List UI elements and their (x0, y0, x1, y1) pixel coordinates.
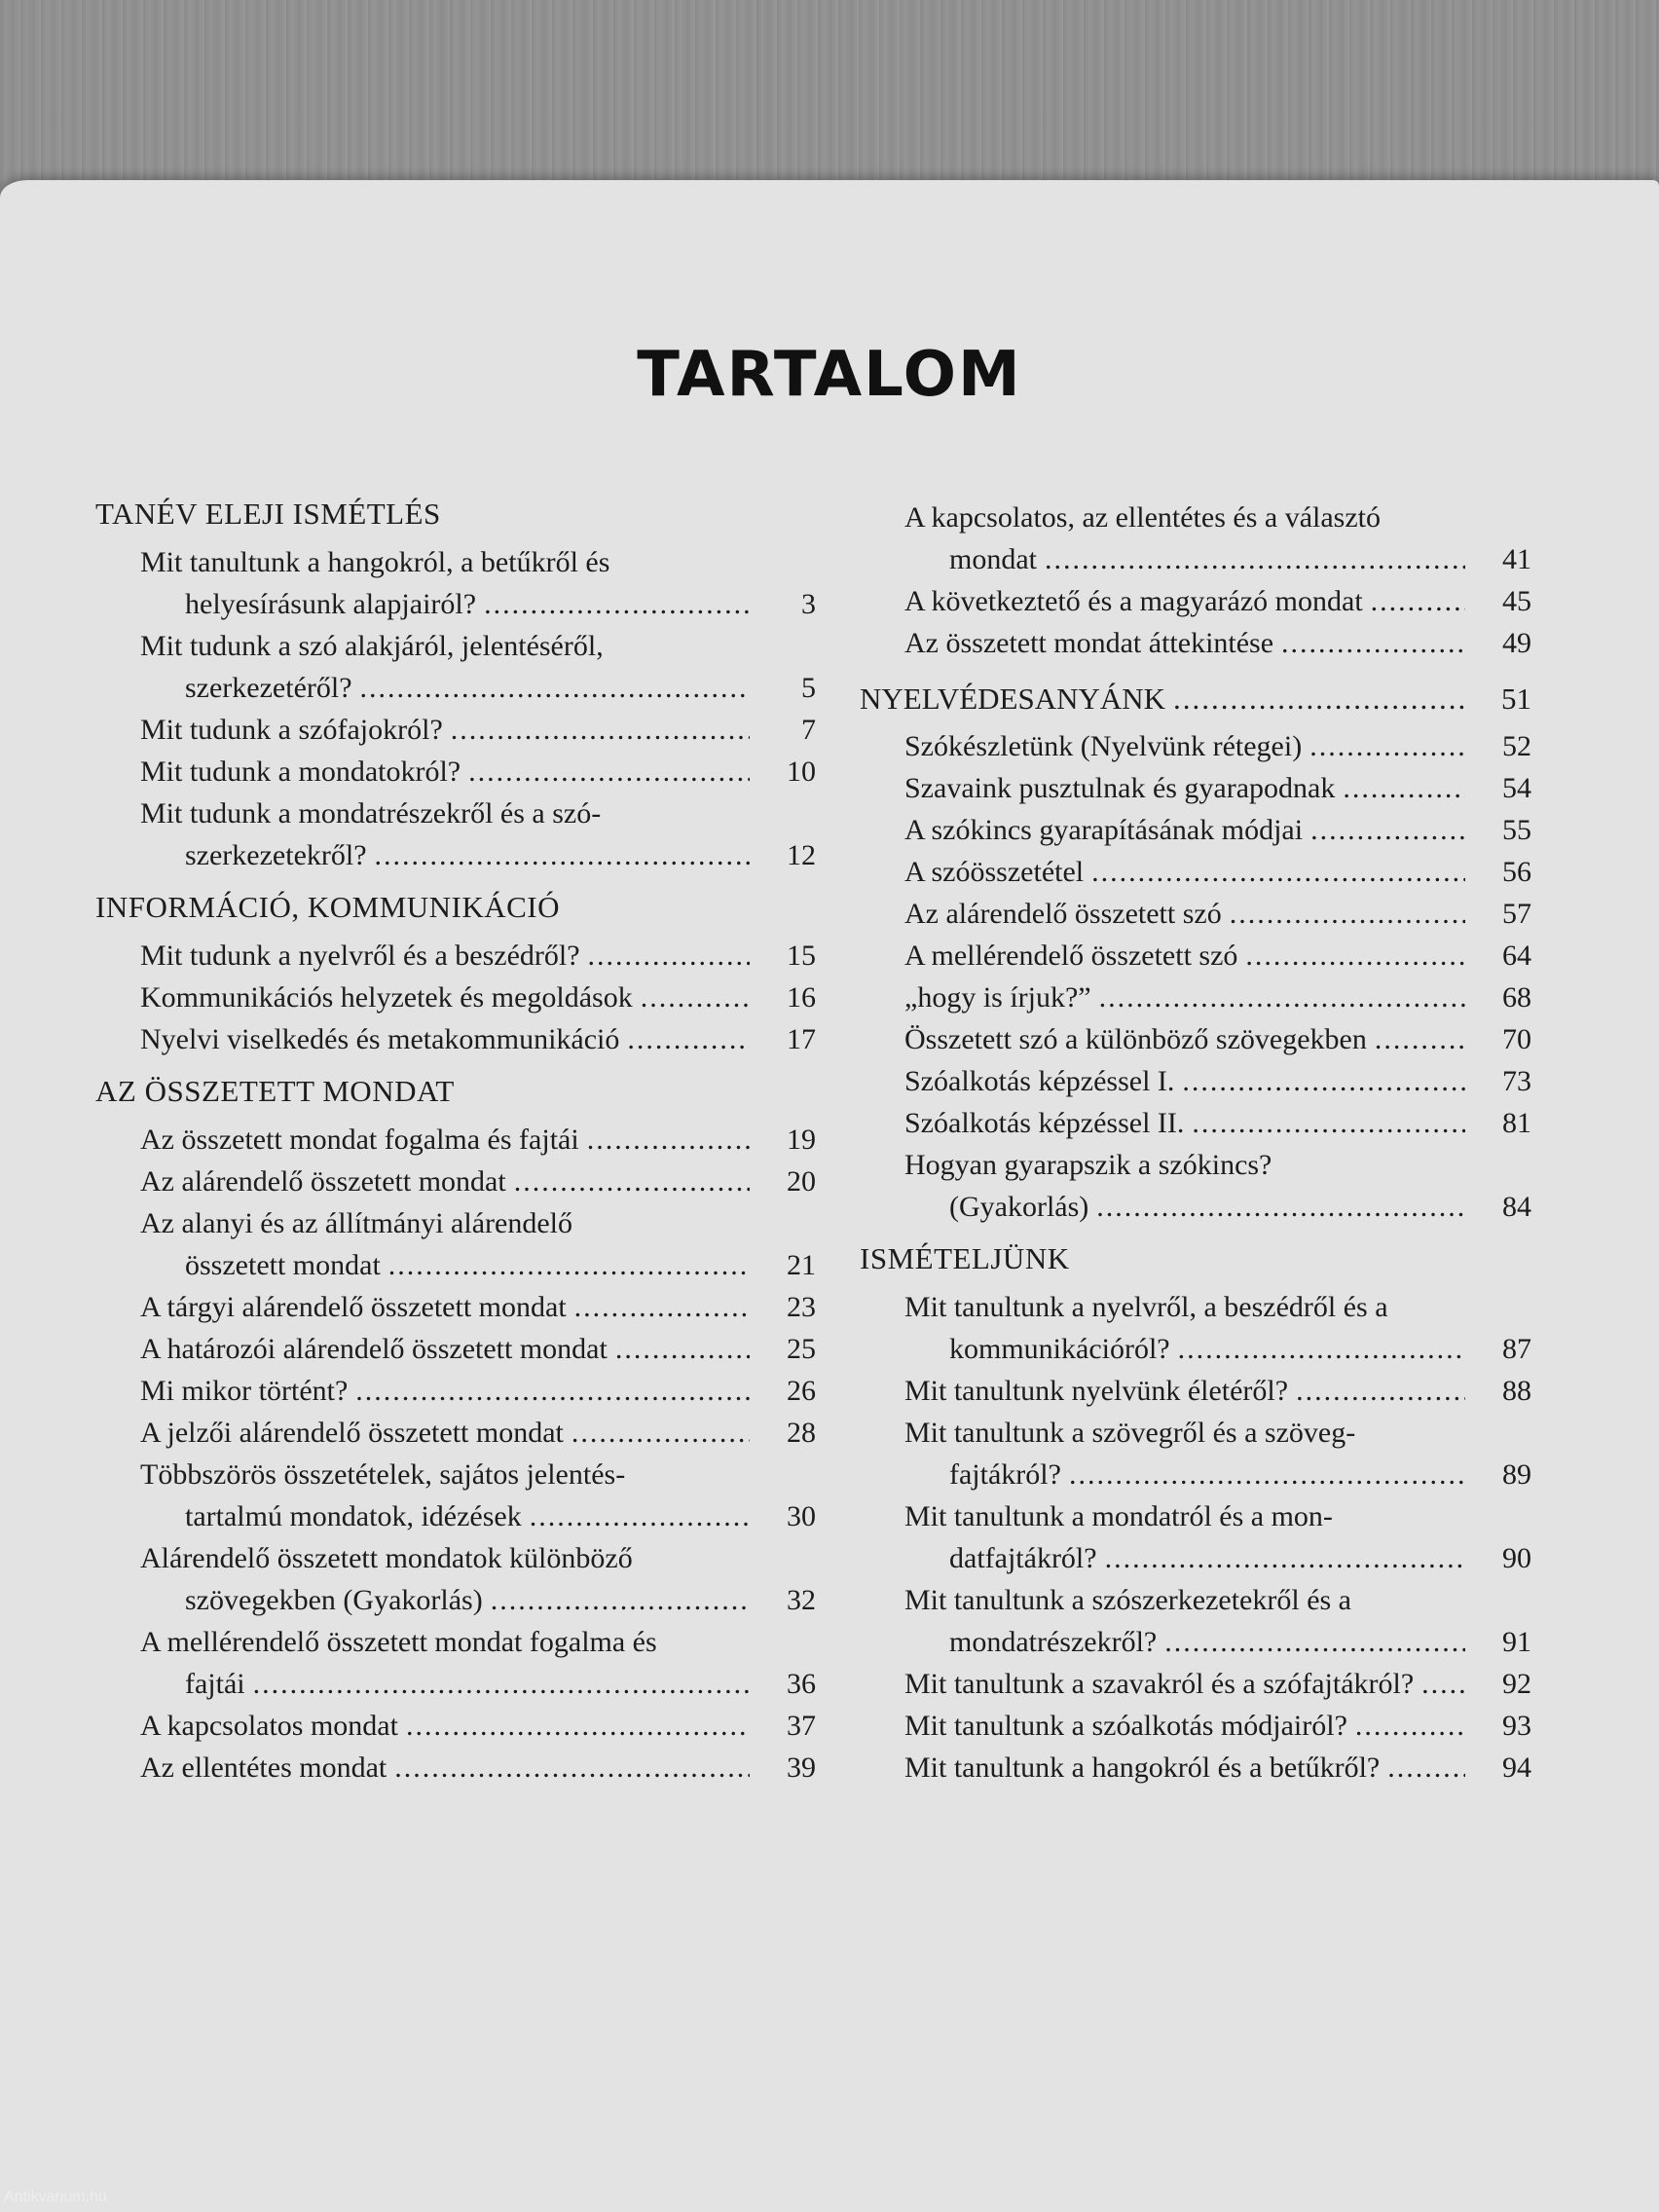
entry-title-line: Mit tanultunk a szavakról és a szófajtákról? (904, 1668, 1415, 1700)
dot-leader (571, 1412, 750, 1454)
entry-title-line: Nyelvi viselkedés és metakommunikáció (140, 1023, 620, 1055)
toc-entry[interactable] (140, 1747, 816, 1788)
page-number: 94 (1502, 1751, 1531, 1784)
dot-leader (587, 1119, 750, 1161)
page-number: 19 (787, 1124, 816, 1156)
dot-leader (355, 1370, 750, 1412)
dot-leader (1375, 1018, 1465, 1060)
toc-section (860, 678, 1531, 1228)
page-number: 90 (1502, 1542, 1531, 1574)
toc-entry[interactable] (140, 1705, 816, 1747)
entry-title-line: Mit tudunk a mondatrészekről és a szó- (140, 797, 602, 830)
page-number: 64 (1502, 940, 1531, 972)
entry-title-line: Mit tanultunk nyelvünk életéről? (904, 1375, 1289, 1407)
entry-title-line: Hogyan gyarapszik a szókincs? (904, 1149, 1272, 1181)
entry-title-line: fajtái (185, 1668, 245, 1700)
page-number: 51 (1501, 682, 1531, 716)
dot-leader (468, 751, 750, 793)
page-number: 10 (787, 756, 816, 788)
page-number: 52 (1502, 730, 1531, 762)
toc-entry[interactable] (140, 1161, 816, 1202)
toc-entry[interactable] (904, 580, 1531, 622)
toc-entry[interactable] (904, 497, 1531, 580)
entry-title-line: (Gyakorlás) (949, 1191, 1089, 1223)
toc-entry[interactable] (140, 625, 816, 709)
toc-entry[interactable] (140, 751, 816, 793)
toc-entry[interactable] (904, 1060, 1531, 1102)
dot-leader (1069, 1454, 1465, 1495)
dot-leader (451, 709, 750, 751)
entry-title-line: A tárgyi alárendelő összetett mondat (140, 1291, 567, 1323)
entry-title-line: Az összetett mondat fogalma és fajtái (140, 1124, 579, 1156)
toc-entry[interactable] (904, 1144, 1531, 1228)
entry-title-line: Többszörös összetételek, sajátos jelentés- (140, 1458, 626, 1491)
page-number: 28 (787, 1417, 816, 1449)
toc-entry[interactable] (140, 935, 816, 977)
toc-section (95, 497, 816, 876)
entry-title-line: Az ellentétes mondat (140, 1751, 387, 1784)
toc-entry[interactable] (140, 1286, 816, 1328)
entry-title-line: Mit tanultunk a hangokról, a betűkről és (140, 546, 610, 578)
page-number: 68 (1502, 981, 1531, 1014)
entry-title-line: helyesírásunk alapjairól? (185, 588, 477, 620)
toc-entry[interactable] (904, 893, 1531, 935)
dot-leader (641, 977, 750, 1018)
page-number: 93 (1502, 1710, 1531, 1742)
toc-right-column (860, 497, 1531, 1802)
entry-title-line: A szókincs gyarapításának módjai (904, 814, 1304, 846)
page-number: 54 (1502, 772, 1531, 804)
page-number: 20 (787, 1165, 816, 1198)
page-number: 73 (1502, 1065, 1531, 1097)
page-number: 55 (1502, 814, 1531, 846)
toc-entry[interactable] (140, 1328, 816, 1370)
toc-entry[interactable] (904, 725, 1531, 767)
toc-entry[interactable] (904, 767, 1531, 809)
entry-title-line: Mit tanultunk a nyelvről, a beszédről és a (904, 1291, 1388, 1323)
dot-leader (394, 1747, 750, 1788)
section-heading: ISMÉTELJÜNK (860, 1241, 1070, 1275)
dot-leader (1099, 977, 1465, 1018)
dot-leader (1192, 1102, 1465, 1144)
entry-title-line: Az alanyi és az állítmányi alárendelő (140, 1207, 572, 1239)
dot-leader (1105, 1537, 1465, 1579)
page-number: 91 (1502, 1626, 1531, 1658)
entry-title-line: Szókészletünk (Nyelvünk rétegei) (904, 730, 1303, 762)
entry-title-line: Mit tanultunk a mondatról és a mon- (904, 1500, 1333, 1532)
toc-section (95, 890, 816, 1060)
toc-entry[interactable] (140, 1202, 816, 1286)
dot-leader (1296, 1370, 1465, 1412)
page-number: 84 (1502, 1191, 1531, 1223)
page-number: 88 (1502, 1375, 1531, 1407)
toc-entry[interactable] (904, 622, 1531, 664)
toc-entry[interactable] (904, 1412, 1531, 1495)
toc-entry[interactable] (140, 977, 816, 1018)
toc-entry[interactable] (904, 1705, 1531, 1747)
page-number: 45 (1502, 585, 1531, 617)
toc-entry[interactable] (140, 1537, 816, 1621)
entry-title-line: kommunikációról? (949, 1333, 1170, 1365)
dot-leader (1182, 1060, 1465, 1102)
dot-leader (1421, 1663, 1465, 1705)
page-number: 70 (1502, 1023, 1531, 1055)
toc-entry[interactable] (904, 1286, 1531, 1370)
page-number: 92 (1502, 1668, 1531, 1700)
toc-entry[interactable] (904, 977, 1531, 1018)
toc-entry[interactable] (904, 1747, 1531, 1788)
page-number: 12 (787, 839, 816, 871)
entry-title-line: mondatrészekről? (949, 1626, 1158, 1658)
table-surface (0, 0, 1659, 195)
entry-title-line: Mi mikor történt? (140, 1375, 349, 1407)
dot-leader (388, 1244, 750, 1286)
toc-section (95, 1074, 816, 1788)
dot-leader (1355, 1705, 1465, 1747)
entry-title-line: fajtákról? (949, 1458, 1061, 1491)
dot-leader (1230, 893, 1465, 935)
dot-leader (484, 583, 750, 625)
dot-leader (1173, 678, 1465, 719)
dot-leader (615, 1328, 750, 1370)
dot-leader (1343, 767, 1465, 809)
toc-entry[interactable] (904, 1370, 1531, 1412)
page-number: 57 (1502, 898, 1531, 930)
toc-entry[interactable] (904, 1495, 1531, 1579)
page-number: 17 (787, 1023, 816, 1055)
dot-leader (1309, 725, 1465, 767)
toc-entry[interactable] (904, 1102, 1531, 1144)
toc-section (860, 1241, 1531, 1788)
page-number: 41 (1502, 543, 1531, 575)
dot-leader (588, 935, 750, 977)
toc-left-column (95, 497, 816, 1802)
page-number: 7 (801, 714, 816, 746)
page-number: 26 (787, 1375, 816, 1407)
entry-title-line: Mit tanultunk a szóalkotás módjairól? (904, 1710, 1347, 1742)
page-number: 25 (787, 1333, 816, 1365)
dot-leader (1245, 935, 1465, 977)
page-number: 36 (787, 1668, 816, 1700)
toc-entry[interactable] (140, 1621, 816, 1705)
page-title: TARTALOM (637, 339, 1022, 411)
entry-title-line: Kommunikációs helyzetek és megoldások (140, 981, 633, 1014)
page-number: 37 (787, 1710, 816, 1742)
page-number: 3 (801, 588, 816, 620)
page-number: 15 (787, 940, 816, 972)
toc-entry[interactable] (904, 1579, 1531, 1663)
entry-title-line: Szóalkotás képzéssel I. (904, 1065, 1175, 1097)
entry-title-line: Szóalkotás képzéssel II. (904, 1107, 1185, 1139)
page-number: 87 (1502, 1333, 1531, 1365)
dot-leader (406, 1705, 750, 1747)
dot-leader (360, 667, 750, 709)
dot-leader (514, 1161, 750, 1202)
entry-title-line: A szóösszetétel (904, 856, 1085, 888)
page-number: 30 (787, 1500, 816, 1532)
page-number: 32 (787, 1584, 816, 1616)
entry-title-line: A következtető és a magyarázó mondat (904, 585, 1363, 617)
entry-title-line: A jelzői alárendelő összetett mondat (140, 1417, 564, 1449)
dot-leader (375, 834, 750, 876)
entry-title-line: Szavaink pusztulnak és gyarapodnak (904, 772, 1336, 804)
page-number: 81 (1502, 1107, 1531, 1139)
dot-leader (1371, 580, 1465, 622)
toc-entry[interactable] (904, 935, 1531, 977)
page-number: 39 (787, 1751, 816, 1784)
section-heading: INFORMÁCIÓ, KOMMUNIKÁCIÓ (95, 890, 561, 924)
entry-title-line: „hogy is írjuk?” (904, 981, 1091, 1014)
entry-title-line: Mit tudunk a nyelvről és a beszédről? (140, 940, 580, 972)
toc-entry[interactable] (140, 793, 816, 876)
entry-title-line: A határozói alárendelő összetett mondat (140, 1333, 608, 1365)
page-number: 16 (787, 981, 816, 1014)
entry-title-line: A mellérendelő összetett mondat fogalma és (140, 1626, 657, 1658)
entry-title-line: összetett mondat (185, 1249, 381, 1281)
entry-title-line: datfajtákról? (949, 1542, 1097, 1574)
dot-leader (253, 1663, 750, 1705)
entry-title-line: Alárendelő összetett mondatok különböző (140, 1542, 633, 1574)
dot-leader (491, 1579, 750, 1621)
dot-leader (574, 1286, 750, 1328)
toc-entry[interactable] (904, 1663, 1531, 1705)
dot-leader (1178, 1328, 1465, 1370)
page-number: 49 (1502, 627, 1531, 659)
page-number: 89 (1502, 1458, 1531, 1491)
entry-title-line: Mit tanultunk a hangokról és a betűkről? (904, 1751, 1381, 1784)
dot-leader (1091, 851, 1465, 893)
page-number: 56 (1502, 856, 1531, 888)
toc-section (860, 497, 1531, 664)
toc-entry[interactable] (140, 1119, 816, 1161)
entry-title-line: Mit tanultunk a szövegről és a szöveg- (904, 1417, 1356, 1449)
entry-title-line: A kapcsolatos, az ellentétes és a választó (904, 501, 1381, 534)
section-heading[interactable] (860, 678, 1531, 719)
page-number: 23 (787, 1291, 816, 1323)
entry-title-line: tartalmú mondatok, idézések (185, 1500, 522, 1532)
dot-leader (1096, 1186, 1465, 1228)
section-heading: TANÉV ELEJI ISMÉTLÉS (95, 497, 441, 531)
dot-leader (530, 1495, 750, 1537)
entry-title-line: szerkezetéről? (185, 672, 352, 704)
page-number: 21 (787, 1249, 816, 1281)
dot-leader (1387, 1747, 1465, 1788)
entry-title-line: Mit tudunk a szófajokról? (140, 714, 443, 746)
entry-title-line: Összetett szó a különböző szövegekben (904, 1023, 1367, 1055)
entry-title-line: Az összetett mondat áttekintése (904, 627, 1274, 659)
page-number: 5 (801, 672, 816, 704)
entry-title-line: A kapcsolatos mondat (140, 1710, 398, 1742)
section-heading-text: NYELVÉDESANYÁNK (860, 682, 1166, 716)
toc-entry[interactable] (140, 1370, 816, 1412)
section-heading: AZ ÖSSZETETT MONDAT (95, 1074, 455, 1108)
toc-entry[interactable] (904, 1018, 1531, 1060)
entry-title-line: Mit tudunk a szó alakjáról, jelentéséről, (140, 630, 604, 662)
watermark: Antikvarium.hu (4, 2189, 107, 2205)
dot-leader (1281, 622, 1465, 664)
dot-leader (1164, 1621, 1465, 1663)
toc-entry[interactable] (140, 1454, 816, 1537)
entry-title-line: szövegekben (Gyakorlás) (185, 1584, 483, 1616)
entry-title-line: Az alárendelő összetett mondat (140, 1165, 506, 1198)
toc-entry[interactable] (140, 709, 816, 751)
entry-title-line: szerkezetekről? (185, 839, 367, 871)
dot-leader (1045, 538, 1465, 580)
toc-entry[interactable] (904, 809, 1531, 851)
entry-title-line: Mit tanultunk a szószerkezetekről és a (904, 1584, 1351, 1616)
toc-entry[interactable] (904, 851, 1531, 893)
toc-entry[interactable] (140, 1018, 816, 1060)
toc-entry[interactable] (140, 541, 816, 625)
entry-title-line: Az alárendelő összetett szó (904, 898, 1222, 930)
entry-title-line: Mit tudunk a mondatokról? (140, 756, 461, 788)
dot-leader (627, 1018, 750, 1060)
toc-entry[interactable] (140, 1412, 816, 1454)
entry-title-line: mondat (949, 543, 1037, 575)
dot-leader (1310, 809, 1465, 851)
entry-title-line: A mellérendelő összetett szó (904, 940, 1238, 972)
